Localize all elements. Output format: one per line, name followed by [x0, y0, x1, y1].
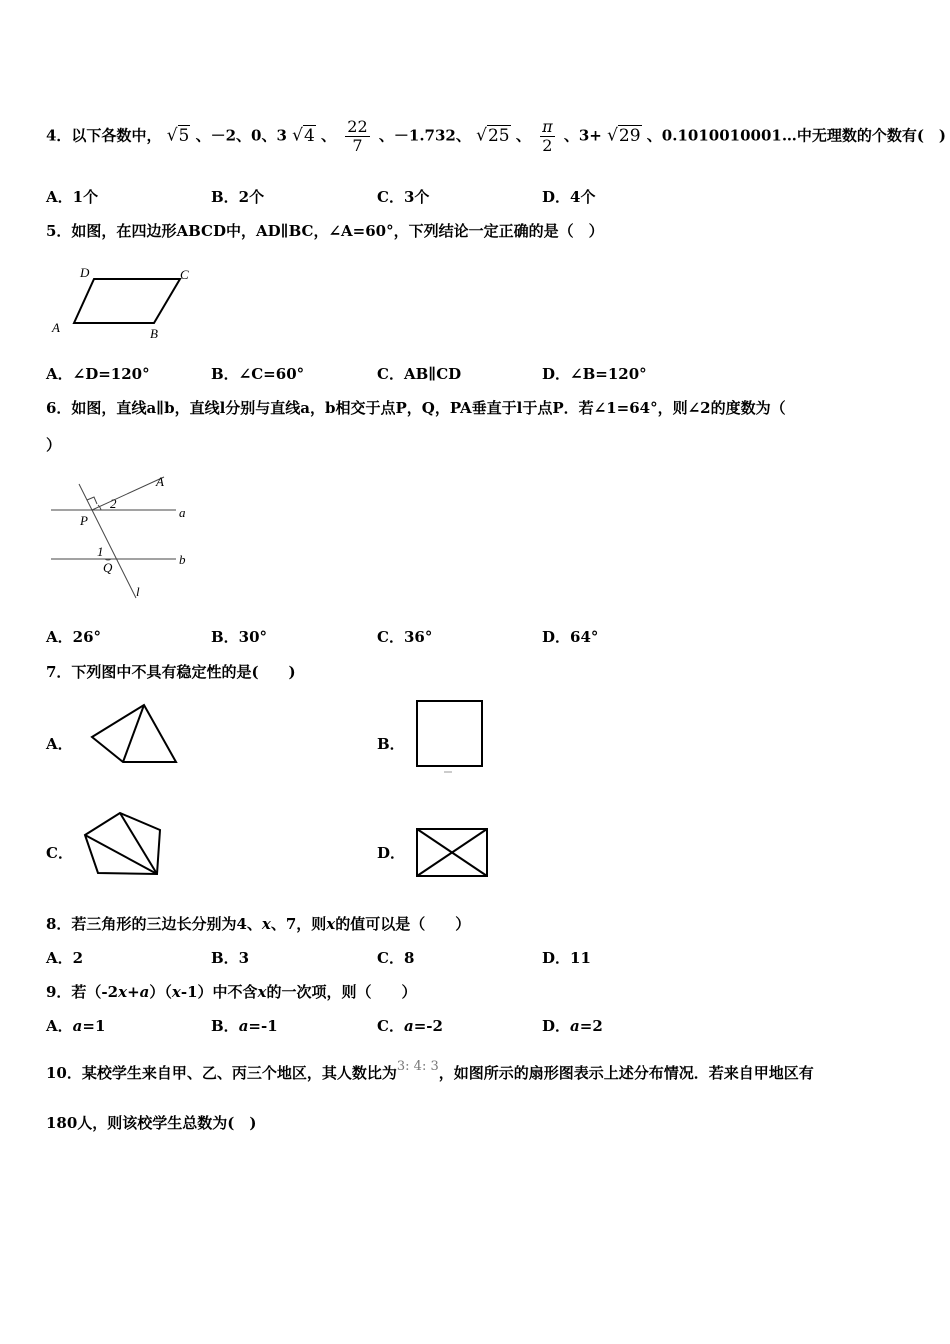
q8-option-a[interactable]: A．2 — [46, 949, 84, 967]
label-1: 1 — [97, 544, 104, 559]
q4-option-b[interactable]: B．2个 — [211, 188, 265, 206]
q4-seg4: 、 — [515, 126, 531, 145]
q9-option-d[interactable]: D．a=2 — [542, 1017, 603, 1035]
label-l: l — [136, 584, 140, 599]
q4-seg6: 、0.1010010001…中无理数的个数有( ) — [646, 126, 947, 145]
q9-option-a[interactable]: A．a=1 — [46, 1017, 106, 1035]
fraction-pi-2: $\frac{\pi}{2}$ — [542, 117, 553, 155]
q4-option-a[interactable]: A．1个 — [46, 188, 99, 206]
q4-option-d[interactable]: D．4个 — [542, 188, 596, 206]
label-b: B — [150, 326, 158, 341]
q6-stem-line1: 6．如图，直线a∥b，直线l分别与直线a，b相交于点P，Q，PA垂直于l于点P．若∠1=64°，则∠2的度数为（ — [46, 399, 786, 417]
q7-stem: 7．下列图中不具有稳定性的是( ) — [46, 663, 296, 681]
q10-stem-line1: 10．某校学生来自甲、乙、丙三个地区，其人数比为3: 4: 3，如图所示的扇形图表示上述分布情况．若来自甲地区有 — [46, 1059, 814, 1082]
q9-option-b[interactable]: B．a=-1 — [211, 1017, 278, 1035]
label-b: b — [179, 552, 186, 567]
rectangle-diagonals-figure — [414, 826, 492, 880]
q4-option-c[interactable]: C．3个 — [377, 188, 430, 206]
q5-option-d[interactable]: D．∠B=120° — [542, 365, 647, 383]
q8-option-d[interactable]: D．11 — [542, 949, 591, 967]
q4-seg3: 、－1.732、 — [378, 126, 471, 145]
label-P: P — [80, 513, 88, 528]
q4-stem — [46, 118, 946, 155]
sqrt-25: √25 — [476, 125, 510, 146]
label-A: A — [156, 474, 164, 489]
q8-stem: 8．若三角形的三边长分别为4、x、7，则x的值可以是（ ） — [46, 915, 471, 933]
q5-option-c[interactable]: C．AB∥CD — [377, 365, 462, 383]
label-d: D — [80, 265, 90, 280]
q4-seg2: 、 — [321, 126, 337, 145]
label-Q: Q — [103, 560, 113, 575]
q8-option-c[interactable]: C．8 — [377, 949, 415, 967]
q6-option-a[interactable]: A．26° — [46, 628, 102, 646]
q5-option-a[interactable]: A．∠D=120° — [46, 365, 150, 383]
q7-option-c[interactable]: C． — [46, 844, 73, 862]
sqrt-4: √4 — [292, 125, 315, 146]
triangles-figure — [86, 700, 186, 770]
label-a: A — [52, 320, 60, 335]
q9-option-c[interactable]: C．a=-2 — [377, 1017, 443, 1035]
q6-stem-line2: ） — [46, 436, 62, 454]
fraction-22-7: $\frac{22}{7}$ — [347, 117, 368, 155]
label-a: a — [179, 505, 186, 520]
q5-option-b[interactable]: B．∠C=60° — [211, 365, 305, 383]
q6-option-b[interactable]: B．30° — [211, 628, 268, 646]
quadrilateral-figure — [46, 258, 206, 348]
q6-option-d[interactable]: D．64° — [542, 628, 599, 646]
label-2: 2 — [110, 496, 117, 511]
q8-option-b[interactable]: B．3 — [211, 949, 250, 967]
q7-option-d[interactable]: D． — [377, 844, 406, 862]
sqrt-29: √29 — [607, 125, 641, 146]
q4-seg5: 、3+ — [563, 126, 602, 145]
q5-stem: 5．如图，在四边形ABCD中，AD∥BC，∠A=60°，下列结论一定正确的是（ ） — [46, 222, 604, 240]
ratio-text: 3: 4: 3 — [396, 1059, 439, 1074]
q7-option-a[interactable]: A． — [46, 735, 73, 753]
q7-option-b[interactable]: B． — [377, 735, 405, 753]
q4-prefix: 4．以下各数中， — [46, 126, 162, 145]
q4-seg1: 、－2、0、3 — [195, 126, 287, 145]
q6-option-c[interactable]: C．36° — [377, 628, 433, 646]
label-c: C — [180, 267, 189, 282]
q9-stem: 9．若（-2x+a）（x-1）中不含x的一次项，则（ ） — [46, 983, 417, 1001]
pentagon-figure — [82, 810, 172, 878]
q10-stem-line2: 180人，则该校学生总数为( ) — [46, 1114, 257, 1132]
parallel-lines-figure — [46, 470, 206, 605]
sqrt-5: √5 — [166, 125, 190, 146]
square-figure — [414, 700, 486, 775]
